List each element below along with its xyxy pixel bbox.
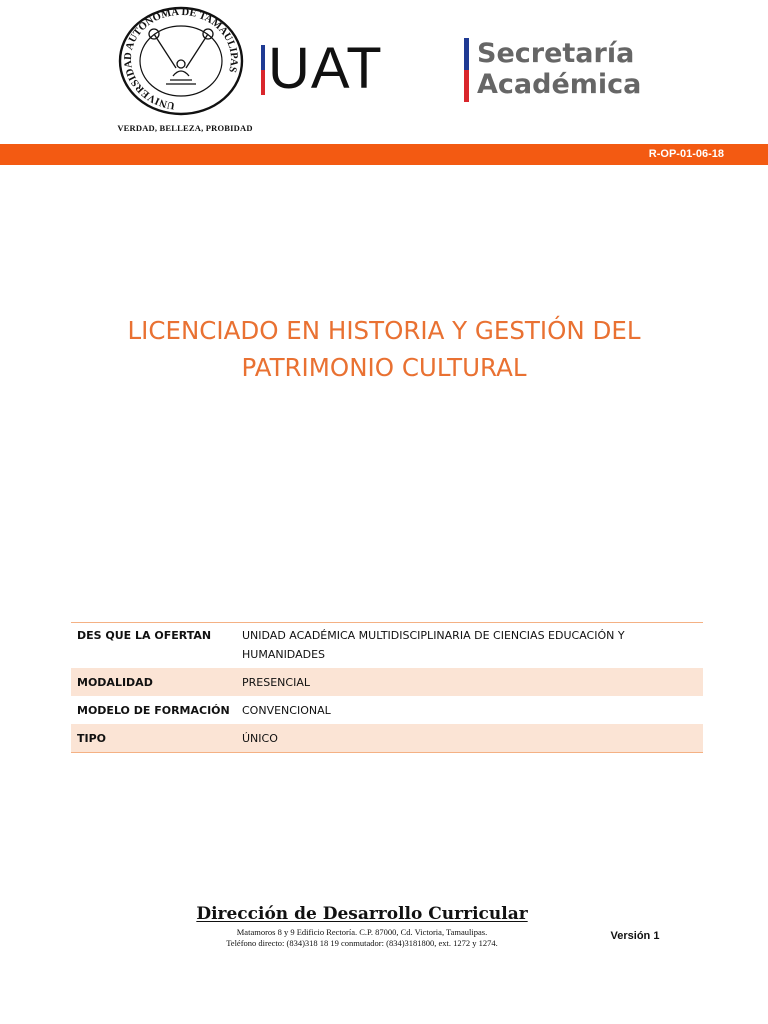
program-title-line2: PATRIMONIO CULTURAL [241,353,527,382]
info-label: TIPO [71,724,236,753]
info-label: DES QUE LA OFERTAN [77,629,212,642]
uat-color-bar-icon [261,45,265,95]
info-label: MODELO DE FORMACIÓN [77,704,230,717]
uat-logo-text: UAT [268,36,383,101]
info-value: ÚNICO [236,724,703,753]
program-info-table [71,622,703,753]
info-value: CONVENCIONAL [242,704,331,717]
table-row [71,724,703,753]
university-motto: VERDAD, BELLEZA, PROBIDAD [117,123,253,133]
program-title [60,312,708,386]
secretaria-line2: Académica [477,69,642,100]
document-version: Versión 1 [610,930,660,942]
footer-address-line2: Teléfono directo: (834)318 18 19 conmutador: (834)3181800, ext. 1272 y 1274. [226,938,498,948]
footer-title: Dirección de Desarrollo Curricular [196,904,528,924]
info-value: UNIDAD ACADÉMICA MULTIDISCIPLINARIA DE CIENCIAS EDUCACIÓN Y HUMANIDADES [242,629,625,661]
table-row [71,696,703,724]
secretaria-academica-logo [477,38,641,100]
info-label: MODALIDAD [71,668,236,696]
svg-text:UNIVERSIDAD AUTONOMA DE TAMAUL: UNIVERSIDAD AUTONOMA DE TAMAULIPAS [122,6,240,111]
info-value: PRESENCIAL [236,668,703,696]
table-row [71,623,703,669]
document-code: R-OP-01-06-18 [648,148,724,160]
university-seal-logo [118,6,244,116]
footer-address-line1: Matamoros 8 y 9 Edificio Rectoría. C.P. 87000, Cd. Victoria, Tamaulipas. [236,927,488,937]
table-row [71,668,703,696]
header-band [0,144,768,165]
secretaria-line1: Secretaría [477,38,635,69]
secretaria-color-bar-icon [464,38,469,102]
program-title-line1: LICENCIADO EN HISTORIA Y GESTIÓN DEL [127,316,641,345]
